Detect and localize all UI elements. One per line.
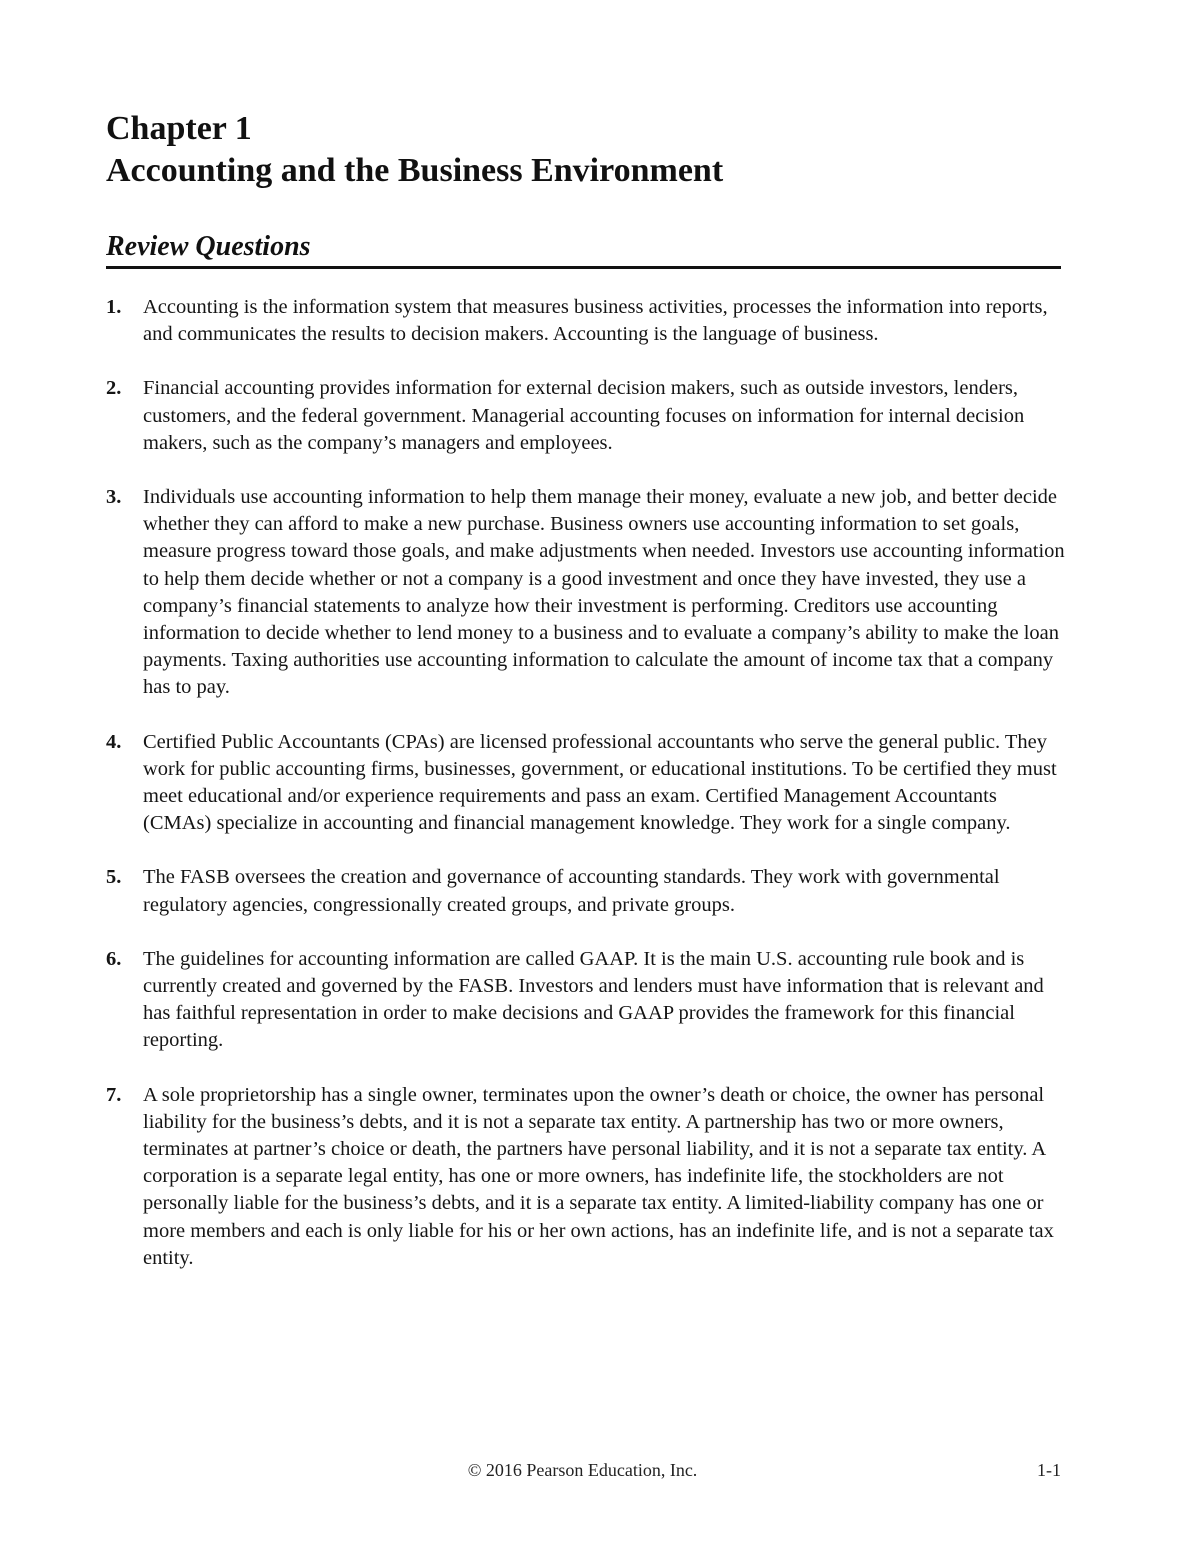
question-text: The FASB oversees the creation and governance of accounting standards. They work with governmental regulatory agencies, congressionally created groups, and private groups. bbox=[143, 866, 1000, 916]
question-text: A sole proprietorship has a single owner, terminates upon the owner’s death or choice, the owner has personal liability for the business’s debts, and it is not a separate tax entity. A partnership has two or more owners, terminates at partner’s choice or death, the partners have personal liability, and it is not a separate tax entity. A corporation is a separate legal entity, has one or more owners, has indefinite life, the stockholders are not personally liable for the business’s debts, and it is a separate tax entity. A limited-liability company has one or more members and each is only liable for his or her own actions, has an indefinite life, and is not a separate tax entity. bbox=[143, 1083, 1054, 1269]
review-question bbox=[106, 946, 1066, 1055]
chapter-title: Accounting and the Business Environment bbox=[106, 152, 724, 189]
review-question bbox=[106, 294, 1066, 348]
review-question bbox=[106, 484, 1066, 702]
question-text: The guidelines for accounting information are called GAAP. It is the main U.S. accounting rule book and is currently created and governed by the FASB. Investors and lenders must have information that is relevant and has faithful representation in order to make decisions and GAAP provides the framework for this financial reporting. bbox=[143, 947, 1044, 1052]
question-text: Accounting is the information system that measures business activities, processes the information into reports, and communicates the results to decision makers. Accounting is the language of business. bbox=[143, 296, 1048, 346]
copyright-notice: © 2016 Pearson Education, Inc. bbox=[467, 1460, 698, 1480]
question-text: Financial accounting provides information for external decision makers, such as outside investors, lenders, customers, and the federal government. Managerial accounting focuses on information for internal decision makers, such as the company’s managers and employees. bbox=[143, 377, 1025, 454]
question-text: Individuals use accounting information to help them manage their money, evaluate a new job, and better decide whether they can afford to make a new purchase. Business owners use accounting information to set goals, measure progress toward those goals, and make adjustments when needed. Investors use accounting information to help them decide whether or not a company is a good investment and once they have invested, they use a company’s financial statements to analyze how their investment is performing. Creditors use accounting information to decide whether to lend money to a business and to evaluate a company’s ability to make the loan payments. Taxing authorities use accounting information to calculate the amount of income tax that a company has to pay. bbox=[143, 486, 1065, 699]
chapter-number: Chapter 1 bbox=[106, 110, 252, 147]
chapter-heading bbox=[106, 108, 723, 192]
question-number: 6. bbox=[106, 947, 122, 970]
question-number: 2. bbox=[106, 377, 122, 400]
review-question bbox=[106, 729, 1066, 838]
review-questions-list bbox=[106, 294, 1066, 1272]
section-heading-review-questions: Review Questions bbox=[106, 230, 1061, 269]
question-number: 5. bbox=[106, 866, 122, 889]
review-question bbox=[106, 375, 1066, 457]
question-number: 3. bbox=[106, 486, 122, 509]
review-question bbox=[106, 1082, 1066, 1272]
question-text: Certified Public Accountants (CPAs) are licensed professional accountants who serve the general public. They work for public accounting firms, businesses, government, or educational institutions. To be certified they must meet educational and/or experience requirements and pass an exam. Certified Management Accountants (CMAs) specialize in accounting and financial management knowledge. They work for a single company. bbox=[143, 730, 1057, 835]
page-footer bbox=[0, 1460, 1200, 1486]
question-number: 1. bbox=[106, 296, 122, 318]
review-question bbox=[106, 864, 1066, 918]
question-number: 4. bbox=[106, 730, 122, 753]
page-number: 1-1 bbox=[1037, 1460, 1061, 1480]
question-number: 7. bbox=[106, 1083, 122, 1106]
